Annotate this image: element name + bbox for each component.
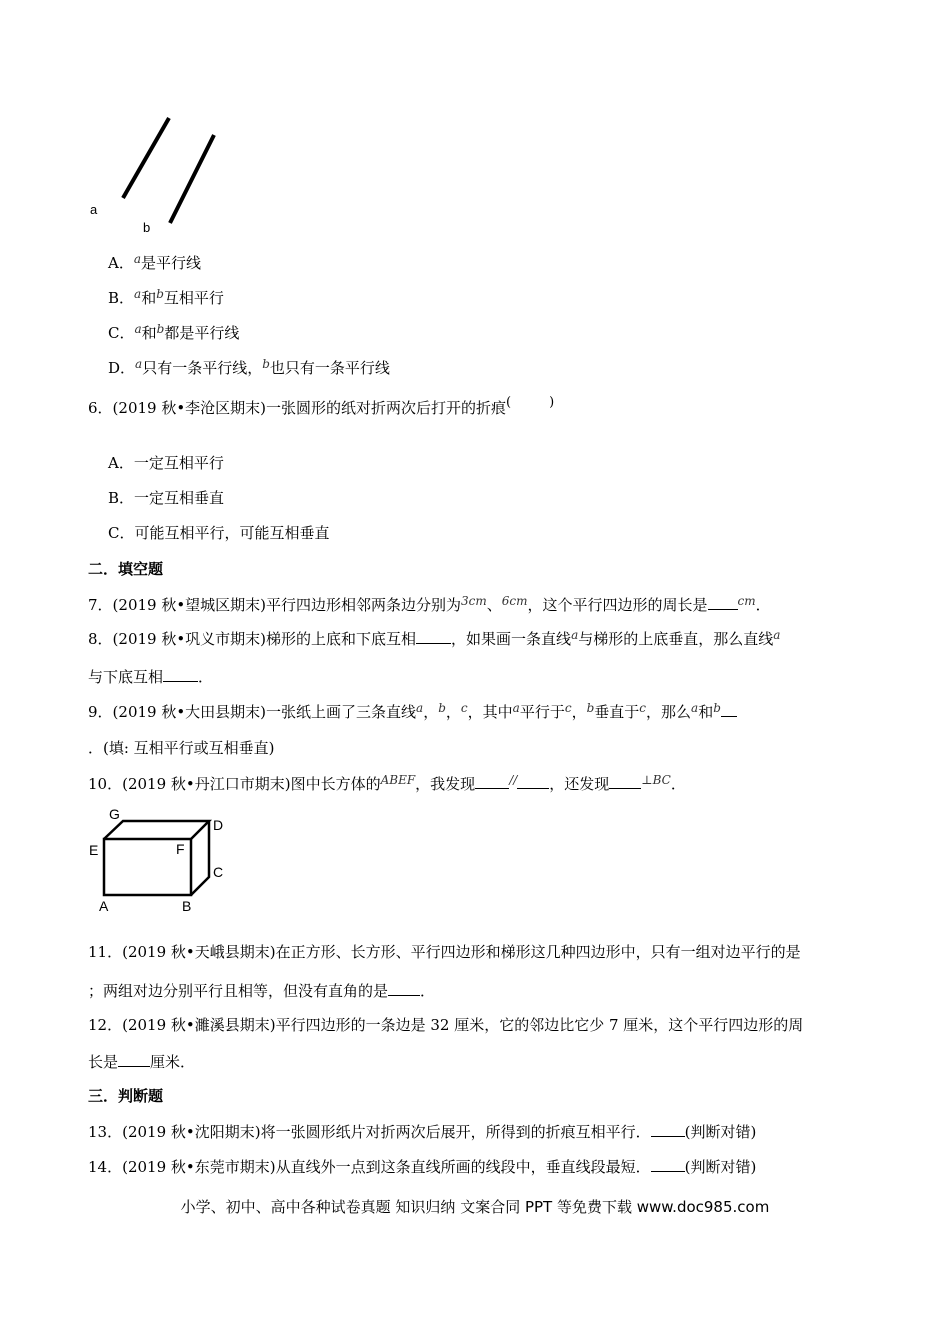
section-fill-in-heading: 二．填空题 — [88, 560, 164, 578]
line-a — [123, 118, 169, 198]
q5-option-d: D．$^a$只有一条平行线，$^b$也只有一条平行线 — [108, 357, 390, 377]
q10-blank-3[interactable] — [609, 773, 641, 789]
line-b — [170, 135, 214, 223]
q9-blank[interactable] — [721, 701, 737, 717]
q7-blank[interactable] — [708, 594, 738, 610]
question-11-line2: ；两组对边分别平行且相等，但没有直角的是 ． — [88, 982, 436, 1000]
question-8-line2: 与下底互相 ． — [88, 668, 214, 686]
q10-blank-1[interactable] — [475, 773, 509, 789]
question-11-line1: 11．(2019 秋•天峨县期末)在正方形、长方形、平行四边形和梯形这几种四边形中，只有一组对边平行的是 — [88, 943, 801, 961]
question-13: 13．(2019 秋•沈阳期末)将一张圆形纸片对折两次后展开，所得到的折痕互相平行． (判断对错) — [88, 1123, 757, 1141]
question-12-line1: 12．(2019 秋•濉溪县期末)平行四边形的一条边是 32 厘米，它的邻边比它少 7 厘米，这个平行四边形的周 — [88, 1016, 804, 1034]
question-14: 14．(2019 秋•东莞市期末)从直线外一点到这条直线所画的线段中，垂直线段最短． (判断对错) — [88, 1158, 757, 1176]
question-6: 6．(2019 秋•李沧区期末)一张圆形的纸对折两次后打开的折痕( ) — [88, 395, 555, 417]
cuboid-top-face — [104, 821, 209, 839]
q5-option-a: A．$^a$是平行线 — [108, 252, 202, 272]
section-judgement-heading: 三．判断题 — [88, 1087, 164, 1105]
question-10: 10．(2019 秋•丹江口市期末)图中长方体的$^{ABEF}$，我发现 // ，还发现 $^{\perp BC}$． — [88, 773, 686, 793]
question-7: 7．(2019 秋•望城区期末)平行四边形相邻两条边分别为$^{3cm}$、$^{6cm}$，这个平行四边形的周长是 $^{cm}$． — [88, 594, 771, 614]
vertex-f-label: F — [176, 841, 185, 857]
q13-blank[interactable] — [651, 1121, 685, 1137]
vertex-g-label: G — [109, 806, 120, 822]
vertex-b-label: B — [182, 898, 192, 914]
q6-option-a: A．一定互相平行 — [108, 454, 224, 472]
q8-blank-2[interactable] — [163, 666, 198, 682]
question-9-line2: ．(填: 互相平行或互相垂直) — [88, 739, 275, 757]
question-9-line1: 9．(2019 秋•大田县期末)一张纸上画了三条直线$^a$，$^b$，$^c$，其中$^a$平行于$^c$，$^b$垂直于$^c$，那么$^a$和$^b$ — [88, 701, 737, 723]
question-8-line1: 8．(2019 秋•巩义市期末)梯形的上底和下底互相 ，如果画一条直线$^a$与梯形的上底垂直，那么直线$^a$ — [88, 628, 781, 648]
q5-option-c: C．$^a$和$^b$都是平行线 — [108, 322, 240, 342]
label-b: b — [143, 220, 151, 235]
q10-blank-2[interactable] — [517, 773, 549, 789]
vertex-e-label: E — [89, 842, 99, 858]
vertex-d-label: D — [213, 817, 224, 833]
q12-blank[interactable] — [118, 1051, 150, 1067]
q8-blank-1[interactable] — [416, 628, 451, 644]
label-a: a — [90, 202, 98, 217]
q14-blank[interactable] — [651, 1156, 685, 1172]
vertex-c-label: C — [213, 864, 224, 880]
q5-option-b: B．$^a$和$^b$互相平行 — [108, 287, 224, 307]
cuboid-figure — [85, 805, 245, 920]
q11-blank[interactable] — [388, 980, 420, 996]
page-footer: 小学、初中、高中各种试卷真题 知识归纳 文案合同 PPT 等免费下载 www.doc985.com — [180, 1198, 770, 1216]
q6-option-c: C．可能互相平行，可能互相垂直 — [108, 524, 330, 542]
q6-option-b: B．一定互相垂直 — [108, 489, 225, 507]
vertex-a-label: A — [99, 898, 109, 914]
question-12-line2: 长是 厘米． — [88, 1053, 196, 1071]
parallel-lines-figure — [85, 110, 225, 235]
cuboid-side-face — [191, 821, 209, 895]
